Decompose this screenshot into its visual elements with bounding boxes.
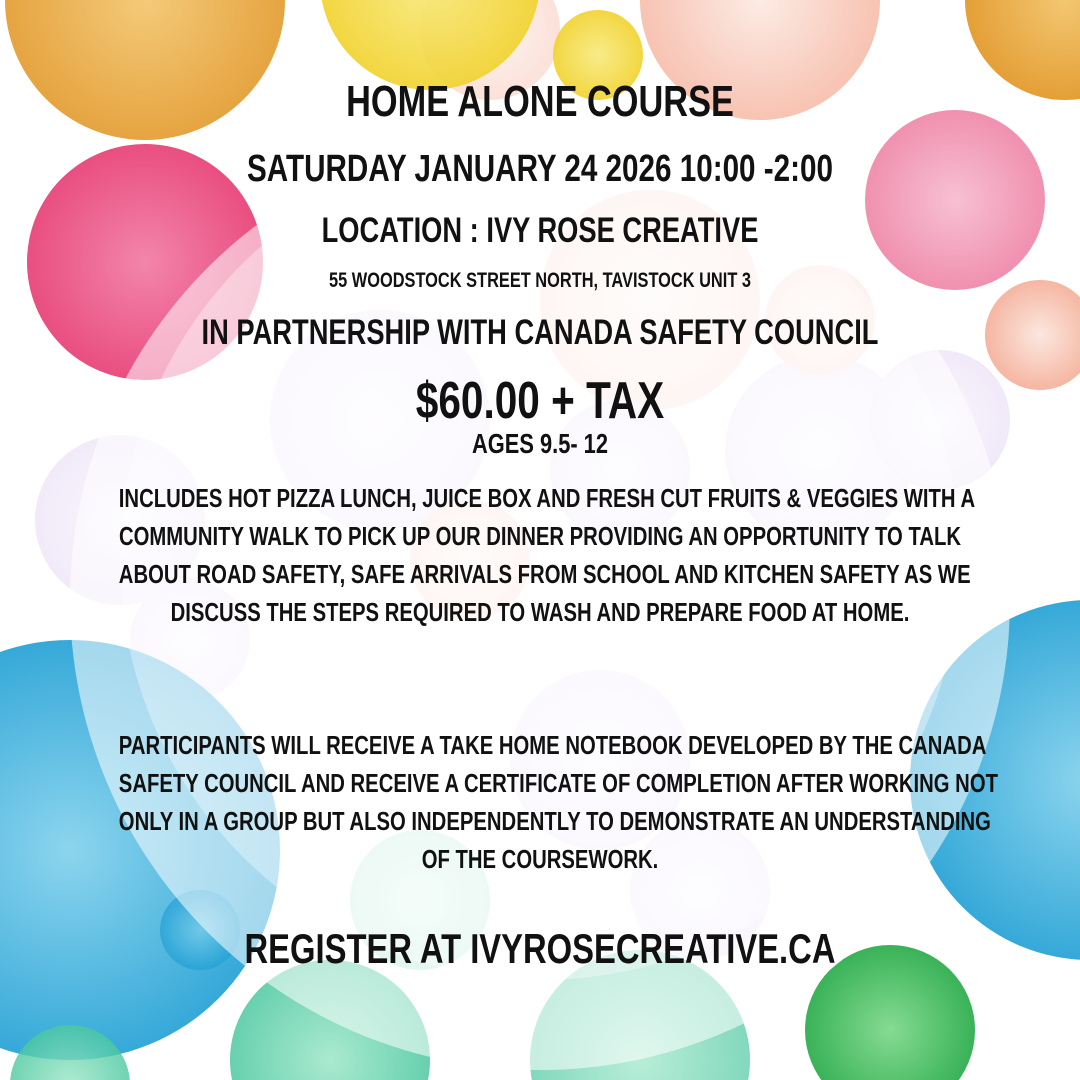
participants-line: OF THE COURSEWORK.: [421, 844, 659, 874]
description-paragraph: [0, 479, 1080, 631]
participants-line: SAFETY COUNCIL AND RECEIVE A CERTIFICATE OF COMPLETION AFTER WORKING NOT: [118, 768, 998, 798]
partnership-text: IN PARTNERSHIP WITH CANADA SAFETY COUNCIL: [201, 313, 879, 352]
description-line: ABOUT ROAD SAFETY, SAFE ARRIVALS FROM SCHOOL AND KITCHEN SAFETY AS WE: [118, 559, 971, 589]
course-ages: AGES 9.5- 12: [472, 428, 608, 459]
participants-line: ONLY IN A GROUP BUT ALSO INDEPENDENTLY TO DEMONSTRATE AN UNDERSTANDING: [118, 806, 991, 836]
description-line: COMMUNITY WALK TO PICK UP OUR DINNER PROVIDING AN OPPORTUNITY TO TALK: [118, 521, 962, 551]
course-address: 55 WOODSTOCK STREET NORTH, TAVISTOCK UNIT 3: [329, 269, 751, 292]
participants-paragraph: [0, 726, 1080, 878]
course-title: HOME ALONE COURSE: [346, 77, 734, 126]
description-line: DISCUSS THE STEPS REQUIRED TO WASH AND PREPARE FOOD AT HOME.: [170, 597, 910, 627]
participants-line: PARTICIPANTS WILL RECEIVE A TAKE HOME NOTEBOOK DEVELOPED BY THE CANADA: [118, 730, 987, 760]
description-line: INCLUDES HOT PIZZA LUNCH, JUICE BOX AND FRESH CUT FRUITS & VEGGIES WITH A: [118, 483, 976, 513]
register-link[interactable]: REGISTER AT IVYROSECREATIVE.CA: [244, 925, 836, 972]
course-date: SATURDAY JANUARY 24 2026 10:00 -2:00: [247, 148, 833, 190]
course-location: LOCATION : IVY ROSE CREATIVE: [321, 211, 759, 250]
course-price: $60.00 + TAX: [415, 372, 665, 430]
